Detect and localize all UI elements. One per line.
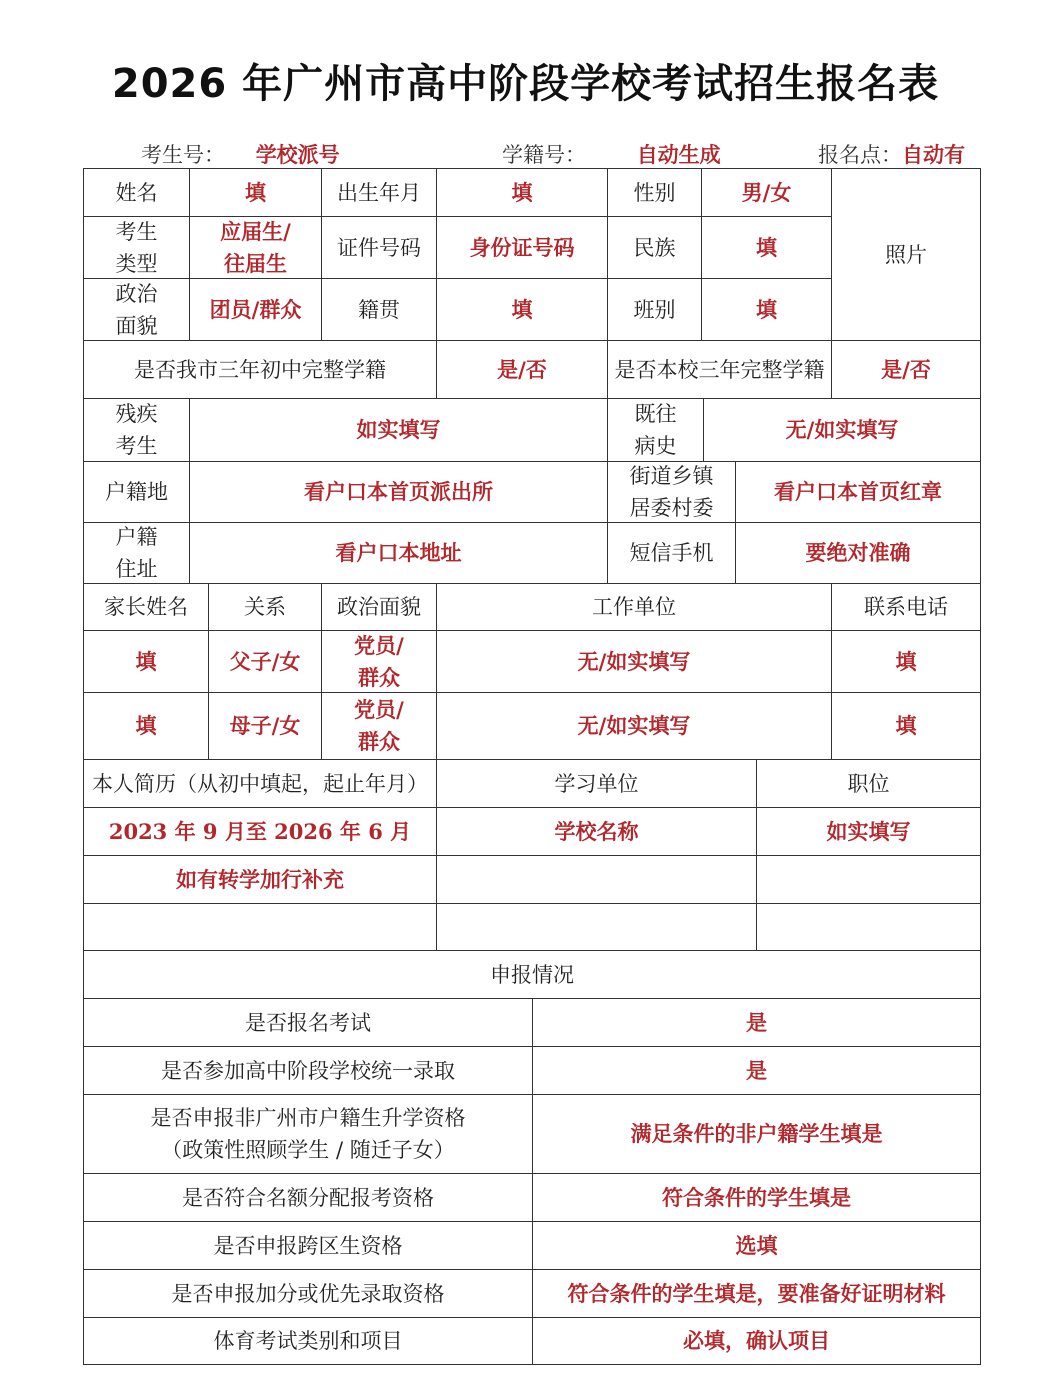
exam-number-label: 考生号：	[141, 143, 225, 167]
name-label: 姓名	[83, 168, 190, 217]
resume-position-header: 职位	[756, 759, 981, 808]
medical-history-label: 既往病史	[607, 398, 704, 462]
student-type-label: 考生类型	[83, 216, 190, 279]
disabled-label: 残疾考生	[83, 398, 190, 462]
name-value: 填	[189, 168, 322, 217]
gender-value: 男/女	[701, 168, 832, 217]
declaration-1-label: 是否报名考试	[83, 998, 533, 1047]
page-title: 2026 年广州市高中阶段学校考试招生报名表	[111, 61, 940, 107]
student-id-value: 自动生成	[636, 142, 721, 167]
registration-form	[83, 168, 981, 1365]
sms-phone-label: 短信手机	[607, 522, 736, 584]
declaration-7-label: 体育考试类别和项目	[83, 1317, 533, 1365]
declaration-2-label: 是否参加高中阶段学校统一录取	[83, 1046, 533, 1095]
declaration-3-value: 满足条件的非户籍学生填是	[532, 1094, 981, 1174]
resume-2-unit	[436, 855, 757, 904]
id-number-label: 证件号码	[321, 216, 437, 279]
parent-1-phone: 填	[831, 630, 981, 693]
native-place-value: 填	[436, 278, 608, 341]
student-id-label: 学籍号：	[502, 143, 586, 167]
exam-number-field	[141, 139, 340, 169]
street-committee-value: 看户口本首页红章	[735, 461, 981, 523]
parent-1-name: 填	[83, 630, 209, 693]
declaration-7-value: 必填，确认项目	[532, 1317, 981, 1365]
resume-period-header: 本人简历（从初中填起，起止年月）	[83, 759, 437, 808]
parent-political-header: 政治面貌	[321, 583, 437, 631]
parent-2-work: 无/如实填写	[436, 692, 832, 760]
resume-3-position	[756, 903, 981, 951]
resume-unit-header: 学习单位	[436, 759, 757, 808]
class-value: 填	[701, 278, 832, 341]
declaration-title: 申报情况	[83, 950, 981, 999]
student-type-value: 应届生/往届生	[189, 216, 322, 279]
birth-value: 填	[436, 168, 608, 217]
political-value: 团员/群众	[189, 278, 322, 341]
hukou-place-value: 看户口本首页派出所	[189, 461, 608, 523]
resume-1-period: 2023 年 9 月至 2026 年 6 月	[83, 807, 437, 856]
declaration-5-value: 选填	[532, 1221, 981, 1270]
parent-1-political: 党员/群众	[321, 630, 437, 693]
class-label: 班别	[607, 278, 702, 341]
parent-name-header: 家长姓名	[83, 583, 209, 631]
school-enrollment-value: 是/否	[831, 340, 981, 399]
city-enrollment-label: 是否我市三年初中完整学籍	[83, 340, 437, 399]
parent-phone-header: 联系电话	[831, 583, 981, 631]
resume-1-unit: 学校名称	[436, 807, 757, 856]
declaration-4-value: 符合条件的学生填是	[532, 1173, 981, 1222]
parent-work-header: 工作单位	[436, 583, 832, 631]
registration-point-field	[818, 139, 965, 169]
exam-number-value: 学校派号	[255, 142, 340, 167]
hukou-address-label: 户籍住址	[83, 522, 190, 584]
parent-2-political: 党员/群众	[321, 692, 437, 760]
birth-label: 出生年月	[321, 168, 437, 217]
resume-1-position: 如实填写	[756, 807, 981, 856]
hukou-address-value: 看户口本地址	[189, 522, 608, 584]
declaration-3-label: 是否申报非广州市户籍生升学资格（政策性照顾学生 / 随迁子女）	[83, 1094, 533, 1174]
street-committee-label: 街道乡镇居委村委	[607, 461, 736, 523]
sms-phone-value: 要绝对准确	[735, 522, 981, 584]
native-place-label: 籍贯	[321, 278, 437, 341]
resume-2-period: 如有转学加行补充	[83, 855, 437, 904]
resume-3-unit	[436, 903, 757, 951]
registration-point-value: 自动有	[902, 142, 965, 167]
disabled-value: 如实填写	[189, 398, 608, 462]
parent-1-relation: 父子/女	[208, 630, 322, 693]
registration-point-label: 报名点：	[818, 143, 902, 167]
id-number-value: 身份证号码	[436, 216, 608, 279]
declaration-5-label: 是否申报跨区生资格	[83, 1221, 533, 1270]
declaration-6-value: 符合条件的学生填是，要准备好证明材料	[532, 1269, 981, 1318]
medical-history-value: 无/如实填写	[703, 398, 981, 462]
parent-2-name: 填	[83, 692, 209, 760]
resume-2-position	[756, 855, 981, 904]
parent-relation-header: 关系	[208, 583, 322, 631]
school-enrollment-label: 是否本校三年完整学籍	[607, 340, 832, 399]
resume-3-period	[83, 903, 437, 951]
parent-2-relation: 母子/女	[208, 692, 322, 760]
declaration-4-label: 是否符合名额分配报考资格	[83, 1173, 533, 1222]
hukou-place-label: 户籍地	[83, 461, 190, 523]
declaration-1-value: 是	[532, 998, 981, 1047]
ethnic-label: 民族	[607, 216, 702, 279]
political-label: 政治面貌	[83, 278, 190, 341]
student-id-field	[502, 139, 721, 169]
gender-label: 性别	[607, 168, 702, 217]
city-enrollment-value: 是/否	[436, 340, 608, 399]
declaration-2-value: 是	[532, 1046, 981, 1095]
photo-box: 照片	[831, 168, 981, 341]
ethnic-value: 填	[701, 216, 832, 279]
declaration-6-label: 是否申报加分或优先录取资格	[83, 1269, 533, 1318]
parent-2-phone: 填	[831, 692, 981, 760]
parent-1-work: 无/如实填写	[436, 630, 832, 693]
